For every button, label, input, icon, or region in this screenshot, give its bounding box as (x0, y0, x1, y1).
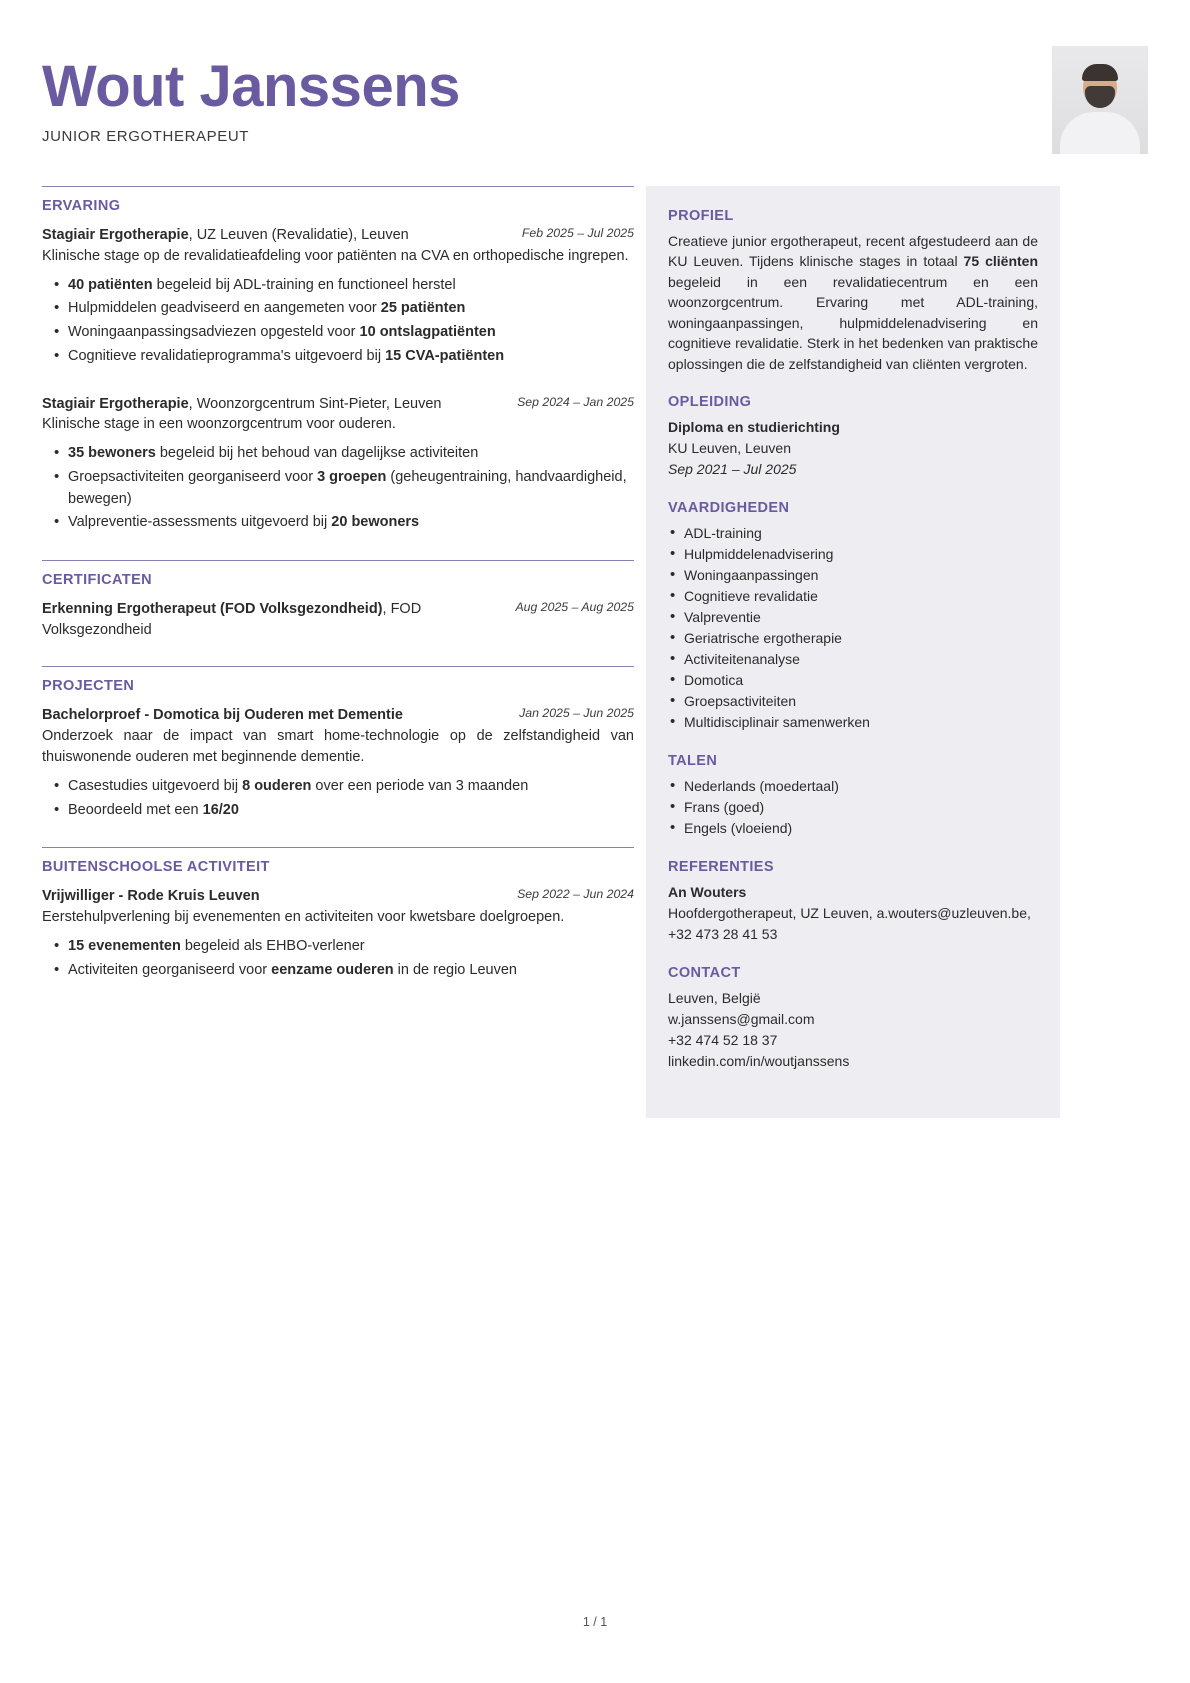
resume-header (42, 46, 1148, 166)
profile-text (668, 231, 1038, 374)
section-divider (42, 186, 634, 187)
list-item: • Geriatrische ergotherapie (668, 628, 1038, 649)
entry-title (42, 394, 484, 415)
entry-header (42, 394, 634, 415)
list-item: • Groepsactiviteiten (668, 691, 1038, 712)
list-item: • Valpreventie (668, 607, 1038, 628)
list-item (42, 298, 634, 320)
sidebar-section-education (668, 394, 1038, 480)
list-item (42, 322, 634, 344)
page-indicator: 1 / 1 (582, 1615, 608, 1629)
bullet-highlight: eenzame ouderen (271, 961, 394, 978)
contact-phone[interactable]: +32 474 52 18 37 (668, 1032, 778, 1049)
entry-role: Vrijwilliger - Rode Kruis Leuven (42, 888, 260, 905)
list-item: • ADL-training (668, 523, 1038, 544)
contact-linkedin[interactable]: linkedin.com/in/woutjanssens (668, 1053, 850, 1070)
bullet-text: in de regio Leuven (393, 961, 517, 978)
list-item: • Woningaanpassingen (668, 565, 1038, 586)
entry-role: Bachelorproef - Domotica bij Ouderen met Dementie (42, 707, 403, 724)
spacer (42, 544, 634, 560)
list-item (42, 443, 634, 465)
languages-list (668, 776, 1038, 839)
bullet-highlight: 40 patiënten (68, 276, 153, 293)
bullet-highlight: 8 ouderen (242, 777, 312, 794)
list-item: • Nederlands (moedertaal) (668, 776, 1038, 797)
entry-org: , FOD Volksgezondheid (42, 601, 422, 638)
profile-photo (1052, 46, 1148, 154)
list-item (42, 800, 634, 822)
entry-title (42, 225, 484, 246)
bullet-highlight: 3 groepen (317, 468, 387, 485)
entry-bullets (42, 776, 634, 822)
entry-description: Klinische stage in een woonzorgcentrum voor ouderen. (42, 416, 396, 433)
sidebar-section-profile (668, 208, 1038, 374)
profile-text-part1: Creatieve junior ergotherapeut, recent afgestudeerd aan de KU Leuven. Tijdens klinische stages in totaal (668, 233, 1038, 270)
sidebar-title-references: REFERENTIES (668, 859, 774, 876)
contact-email[interactable]: w.janssens@gmail.com (668, 1011, 815, 1028)
main-column (42, 186, 634, 992)
bullet-text: Activiteiten georganiseerd voor (68, 961, 272, 978)
list-item (42, 776, 634, 798)
certificate-entry (42, 599, 634, 640)
entry-date: Sep 2022 – Jun 2024 (517, 887, 634, 902)
bullet-text: begeleid bij het behoud van dagelijkse activiteiten (155, 445, 479, 462)
entry-title (42, 705, 484, 726)
entry-role: Stagiair Ergotherapie (42, 395, 189, 412)
entry-description: Klinische stage op de revalidatieafdeling voor patiënten na CVA en orthopedische ingrepen. (42, 247, 629, 264)
bullet-text: Casestudies uitgevoerd bij (68, 777, 243, 794)
skills-list (668, 523, 1038, 733)
candidate-name: Wout Janssens (42, 54, 460, 119)
entry-title (42, 599, 484, 640)
entry-date: Jan 2025 – Jun 2025 (519, 706, 634, 721)
sidebar-title-languages: TALEN (668, 753, 718, 770)
bullet-highlight: 25 patiënten (380, 300, 466, 317)
profile-text-part2: begeleid in een revalidatiecentrum en een woonzorgcentrum. Ervaring met ADL-training, woningaanpassingen, hulpmiddelenadvisering en cognitieve revalidatie. Sterk in het bedenken van praktische oplossingen die de zelfstandigheid van cliënten vergroten. (668, 273, 1038, 372)
spacer (42, 378, 634, 394)
entry-org: , Woonzorgcentrum Sint-Pieter, Leuven (188, 395, 442, 412)
entry-date: Sep 2024 – Jan 2025 (517, 394, 634, 409)
experience-entry (42, 225, 634, 368)
list-item (42, 467, 634, 511)
list-item (42, 960, 634, 982)
bullet-highlight: 15 CVA-patiënten (385, 347, 505, 364)
list-item (42, 275, 634, 297)
project-entry (42, 705, 634, 821)
entry-role: Erkenning Ergotherapeut (FOD Volksgezondheid) (42, 601, 383, 618)
bullet-text: over een periode van 3 maanden (311, 777, 529, 794)
entry-org: , UZ Leuven (Revalidatie), Leuven (188, 227, 409, 243)
entry-header (42, 225, 634, 246)
sidebar-section-skills (668, 500, 1038, 733)
entry-bullets (42, 936, 634, 982)
bullet-text: Beoordeeld met een (68, 801, 203, 818)
bullet-text: Cognitieve revalidatieprogramma's uitgevoerd bij (68, 347, 386, 364)
entry-title (42, 886, 484, 907)
candidate-job-title: JUNIOR ERGOTHERAPEUT (42, 128, 250, 145)
entry-header (42, 886, 634, 907)
sidebar-title-contact: CONTACT (668, 965, 741, 982)
spacer (42, 650, 634, 666)
list-item: • Hulpmiddelenadvisering (668, 544, 1038, 565)
sidebar-title-skills: VAARDIGHEDEN (668, 500, 790, 517)
section-title-certificates: CERTIFICATEN (42, 572, 153, 589)
section-experience (42, 186, 634, 534)
section-extracurricular (42, 847, 634, 981)
contact-location: Leuven, België (668, 990, 761, 1007)
section-divider (42, 666, 634, 667)
entry-bullets (42, 443, 634, 534)
experience-entry (42, 394, 634, 535)
bullet-text: (geheugentraining, handvaardigheid, bewegen) (68, 468, 627, 507)
entry-header (42, 599, 634, 640)
spacer (42, 831, 634, 847)
bullet-highlight: 35 bewoners (68, 445, 156, 462)
list-item (42, 512, 634, 534)
list-item: • Activiteitenanalyse (668, 649, 1038, 670)
section-title-projects: PROJECTEN (42, 678, 135, 695)
section-projects (42, 666, 634, 821)
bullet-text: Valpreventie-assessments uitgevoerd bij (68, 514, 332, 531)
bullet-highlight: 10 ontslagpatiënten (359, 324, 496, 341)
entry-header (42, 705, 634, 726)
education-date: Sep 2021 – Jul 2025 (668, 461, 797, 478)
bullet-text: begeleid bij ADL-training en functioneel herstel (152, 276, 456, 293)
sidebar-title-education: OPLEIDING (668, 394, 752, 411)
extracurricular-entry (42, 886, 634, 981)
entry-description: Eerstehulpverlening bij evenementen en activiteiten voor kwetsbare doelgroepen. (42, 909, 565, 926)
bullet-highlight: 16/20 (202, 801, 239, 818)
bullet-highlight: 15 evenementen (68, 938, 181, 955)
reference-details: Hoofdergotherapeut, UZ Leuven, a.wouters@uzleuven.be, +32 473 28 41 53 (668, 905, 1031, 943)
photo-hair (1082, 64, 1118, 81)
list-item: • Engels (vloeiend) (668, 818, 1038, 839)
entry-role: Stagiair Ergotherapie (42, 227, 189, 243)
sidebar-section-references (668, 859, 1038, 945)
entry-bullets (42, 275, 634, 368)
profile-highlight: 75 cliënten (963, 253, 1038, 270)
list-item (42, 936, 634, 958)
bullet-text: begeleid als EHBO-verlener (180, 938, 365, 955)
sidebar-column (646, 186, 1060, 1118)
list-item: • Multidisciplinair samenwerken (668, 712, 1038, 733)
section-title-experience: ERVARING (42, 198, 121, 214)
section-divider (42, 560, 634, 561)
list-item: • Frans (goed) (668, 797, 1038, 818)
bullet-text: Hulpmiddelen geadviseerd en aangemeten voor (68, 300, 381, 317)
bullet-highlight: 20 bewoners (331, 514, 420, 531)
entry-date: Aug 2025 – Aug 2025 (515, 600, 634, 615)
sidebar-title-profile: PROFIEL (668, 208, 734, 224)
entry-description: Onderzoek naar de impact van smart home-technologie op de zelfstandigheid van thuiswonende ouderen met beginnende dementie. (42, 727, 634, 765)
list-item: • Domotica (668, 670, 1038, 691)
sidebar-section-contact (668, 965, 1038, 1072)
bullet-text: Woningaanpassingsadviezen opgesteld voor (68, 324, 360, 341)
entry-date: Feb 2025 – Jul 2025 (521, 226, 634, 240)
education-degree: Diploma en studierichting (668, 419, 840, 436)
sidebar-section-languages (668, 753, 1038, 839)
bullet-text: Groepsactiviteiten georganiseerd voor (68, 468, 318, 485)
section-divider (42, 847, 634, 848)
list-item: • Cognitieve revalidatie (668, 586, 1038, 607)
section-certificates (42, 560, 634, 640)
list-item (42, 346, 634, 368)
reference-name: An Wouters (668, 884, 747, 901)
education-institution: KU Leuven, Leuven (668, 440, 791, 457)
section-title-extracurricular: BUITENSCHOOLSE ACTIVITEIT (42, 859, 270, 876)
